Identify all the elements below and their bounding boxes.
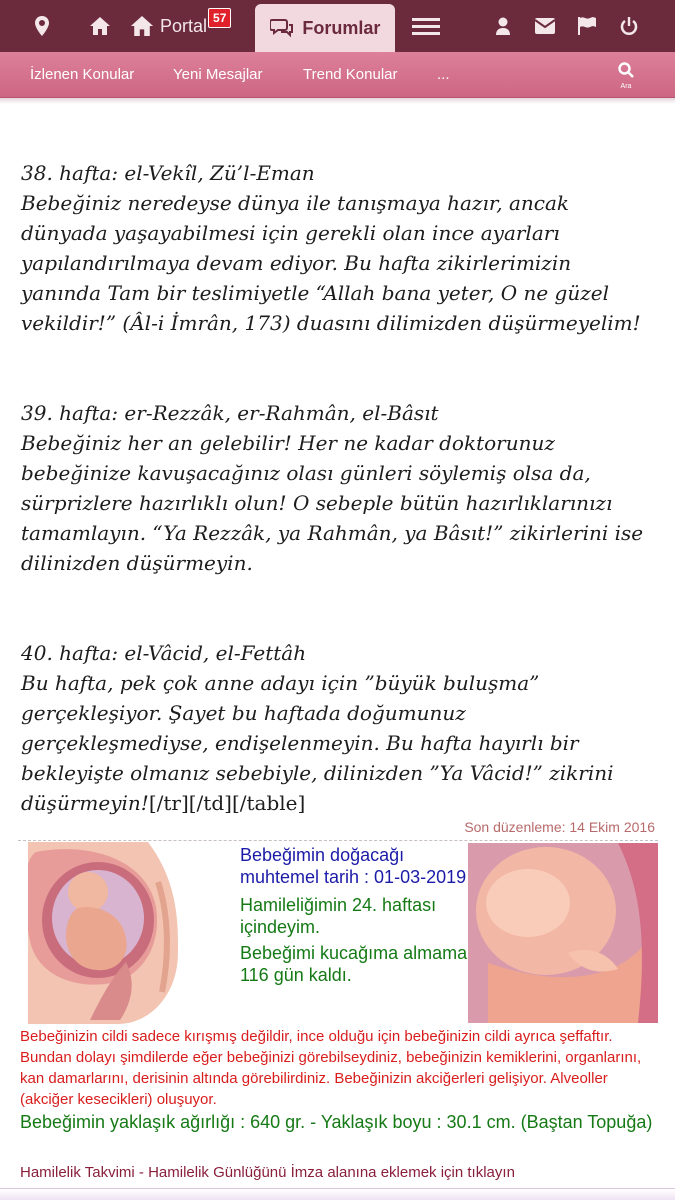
pregnancy-week-text: Hamileliğimin 24. haftası içindeyim. <box>240 895 437 937</box>
portal-label: Portal <box>160 15 208 36</box>
nav-shadow <box>0 98 675 104</box>
week-40-paragraph: 40. hafta: el-Vâcid, el-Fettâh Bu hafta, pek çok anne adayı için ”büyük buluşma” gerçekleşiyor. Şayet bu haftada doğumunuz gerçekleşmediyse, endişelenmeyin. Bu hafta hayırlı bir bekleyişte olmanız sebebiyle, dilinizden ”Ya Vâcid!” zikrini düşürmeyin! <box>21 641 614 815</box>
fetus-closeup-image <box>468 843 658 1023</box>
fetus-in-womb-illustration <box>28 842 236 1024</box>
due-date-text: Bebeğimin doğacağı muhtemel tarih : 01-03-2019 <box>240 845 467 887</box>
logout-button[interactable] <box>615 0 643 52</box>
hamburger-menu-icon <box>412 16 440 36</box>
pregnancy-calendar-link[interactable]: Hamilelik Takvimi - Hamilelik Günlüğünü İmza alanına eklemek için tıklayın <box>20 1164 515 1181</box>
baby-development-text: Bebeğinizin cildi sadece kırışmış değildir, ince olduğu için bebeğinizin cildi ayrıca şeffaftır. Bundan dolayı şimdilerde eğer bebeğinizi görebilseydiniz, bebeğinizin kemiklerini, organlarını, kan damarlarını, derisinin altında görebilirdiniz. Bebeğinizin akciğerleri gelişiyor. Alveoller (akciğer kesecikleri) oluşuyor. <box>20 1028 642 1108</box>
week-39-paragraph: 39. hafta: er-Rezzâk, er-Rahmân, el-Bâsıt Bebeğiniz her an gelebilir! Her ne kadar doktorunuz bebeğinize kavuşacağınız olası günleri söylemiş olsa da, sürprizlere hazırlıklı olun! O sebeple bütün hazırlıklarınızı tamamlayın. “Ya Rezzâk, ya Rahmân, ya Bâsıt!” zikirlerini ise dilinizden düşürmeyin. <box>21 401 644 575</box>
pregnancy-info <box>240 844 472 986</box>
messages-button[interactable] <box>531 0 559 52</box>
days-left-text: Bebeğimi kucağıma almama 116 gün kaldı. <box>240 943 468 985</box>
new-posts-link[interactable]: Yeni Mesajlar <box>173 66 263 83</box>
account-button[interactable] <box>489 0 517 52</box>
forum-sub-navigation <box>0 52 675 98</box>
envelope-icon <box>535 18 555 34</box>
alerts-button[interactable] <box>573 0 601 52</box>
search-icon <box>618 62 634 83</box>
home-icon <box>130 16 154 36</box>
trailing-bbcode: [/tr][/td][/table] <box>148 791 306 815</box>
flag-icon <box>578 17 596 35</box>
more-menu-link[interactable]: ... <box>437 66 450 83</box>
user-icon <box>496 17 510 35</box>
portal-button[interactable] <box>126 0 241 52</box>
map-marker-icon <box>35 16 49 36</box>
home-icon <box>90 17 110 35</box>
trending-threads-link[interactable]: Trend Konular <box>303 66 398 83</box>
page-bottom-edge <box>0 1188 675 1200</box>
watched-threads-link[interactable]: İzlenen Konular <box>30 66 135 83</box>
top-navigation-bar <box>0 0 675 52</box>
search-button[interactable] <box>611 62 641 96</box>
map-marker-button[interactable] <box>22 0 62 52</box>
post-body <box>21 158 661 818</box>
baby-size-text: Bebeğimin yaklaşık ağırlığı : 640 gr. - Yaklaşık boyu : 30.1 cm. (Baştan Topuğa) <box>20 1112 653 1132</box>
power-icon <box>620 17 638 35</box>
home-button[interactable] <box>80 0 120 52</box>
comments-icon <box>270 18 294 38</box>
search-label: Ara <box>620 83 632 90</box>
tab-forums[interactable] <box>255 4 395 52</box>
portal-notification-badge: 57 <box>208 8 231 28</box>
week-38-paragraph: 38. hafta: el-Vekîl, Zü’l-Eman Bebeğiniz neredeyse dünya ile tanışmaya hazır, ancak dünyada yaşayabilmesi için gerekli olan ince ayarları yapılandırılmaya devam ediyor. Bu hafta zikirlerimizin yanında Tam bir teslimiyetle “Allah bana yeter, O ne güzel vekildir!” (Âl-i İmrân, 173) duasını dilimizden düşürmeyelim! <box>21 161 641 335</box>
forums-label: Forumlar <box>302 17 381 38</box>
last-edit-note: Son düzenleme: 14 Ekim 2016 <box>464 819 655 835</box>
week-40-container <box>21 638 661 818</box>
main-menu-button[interactable] <box>403 0 449 52</box>
